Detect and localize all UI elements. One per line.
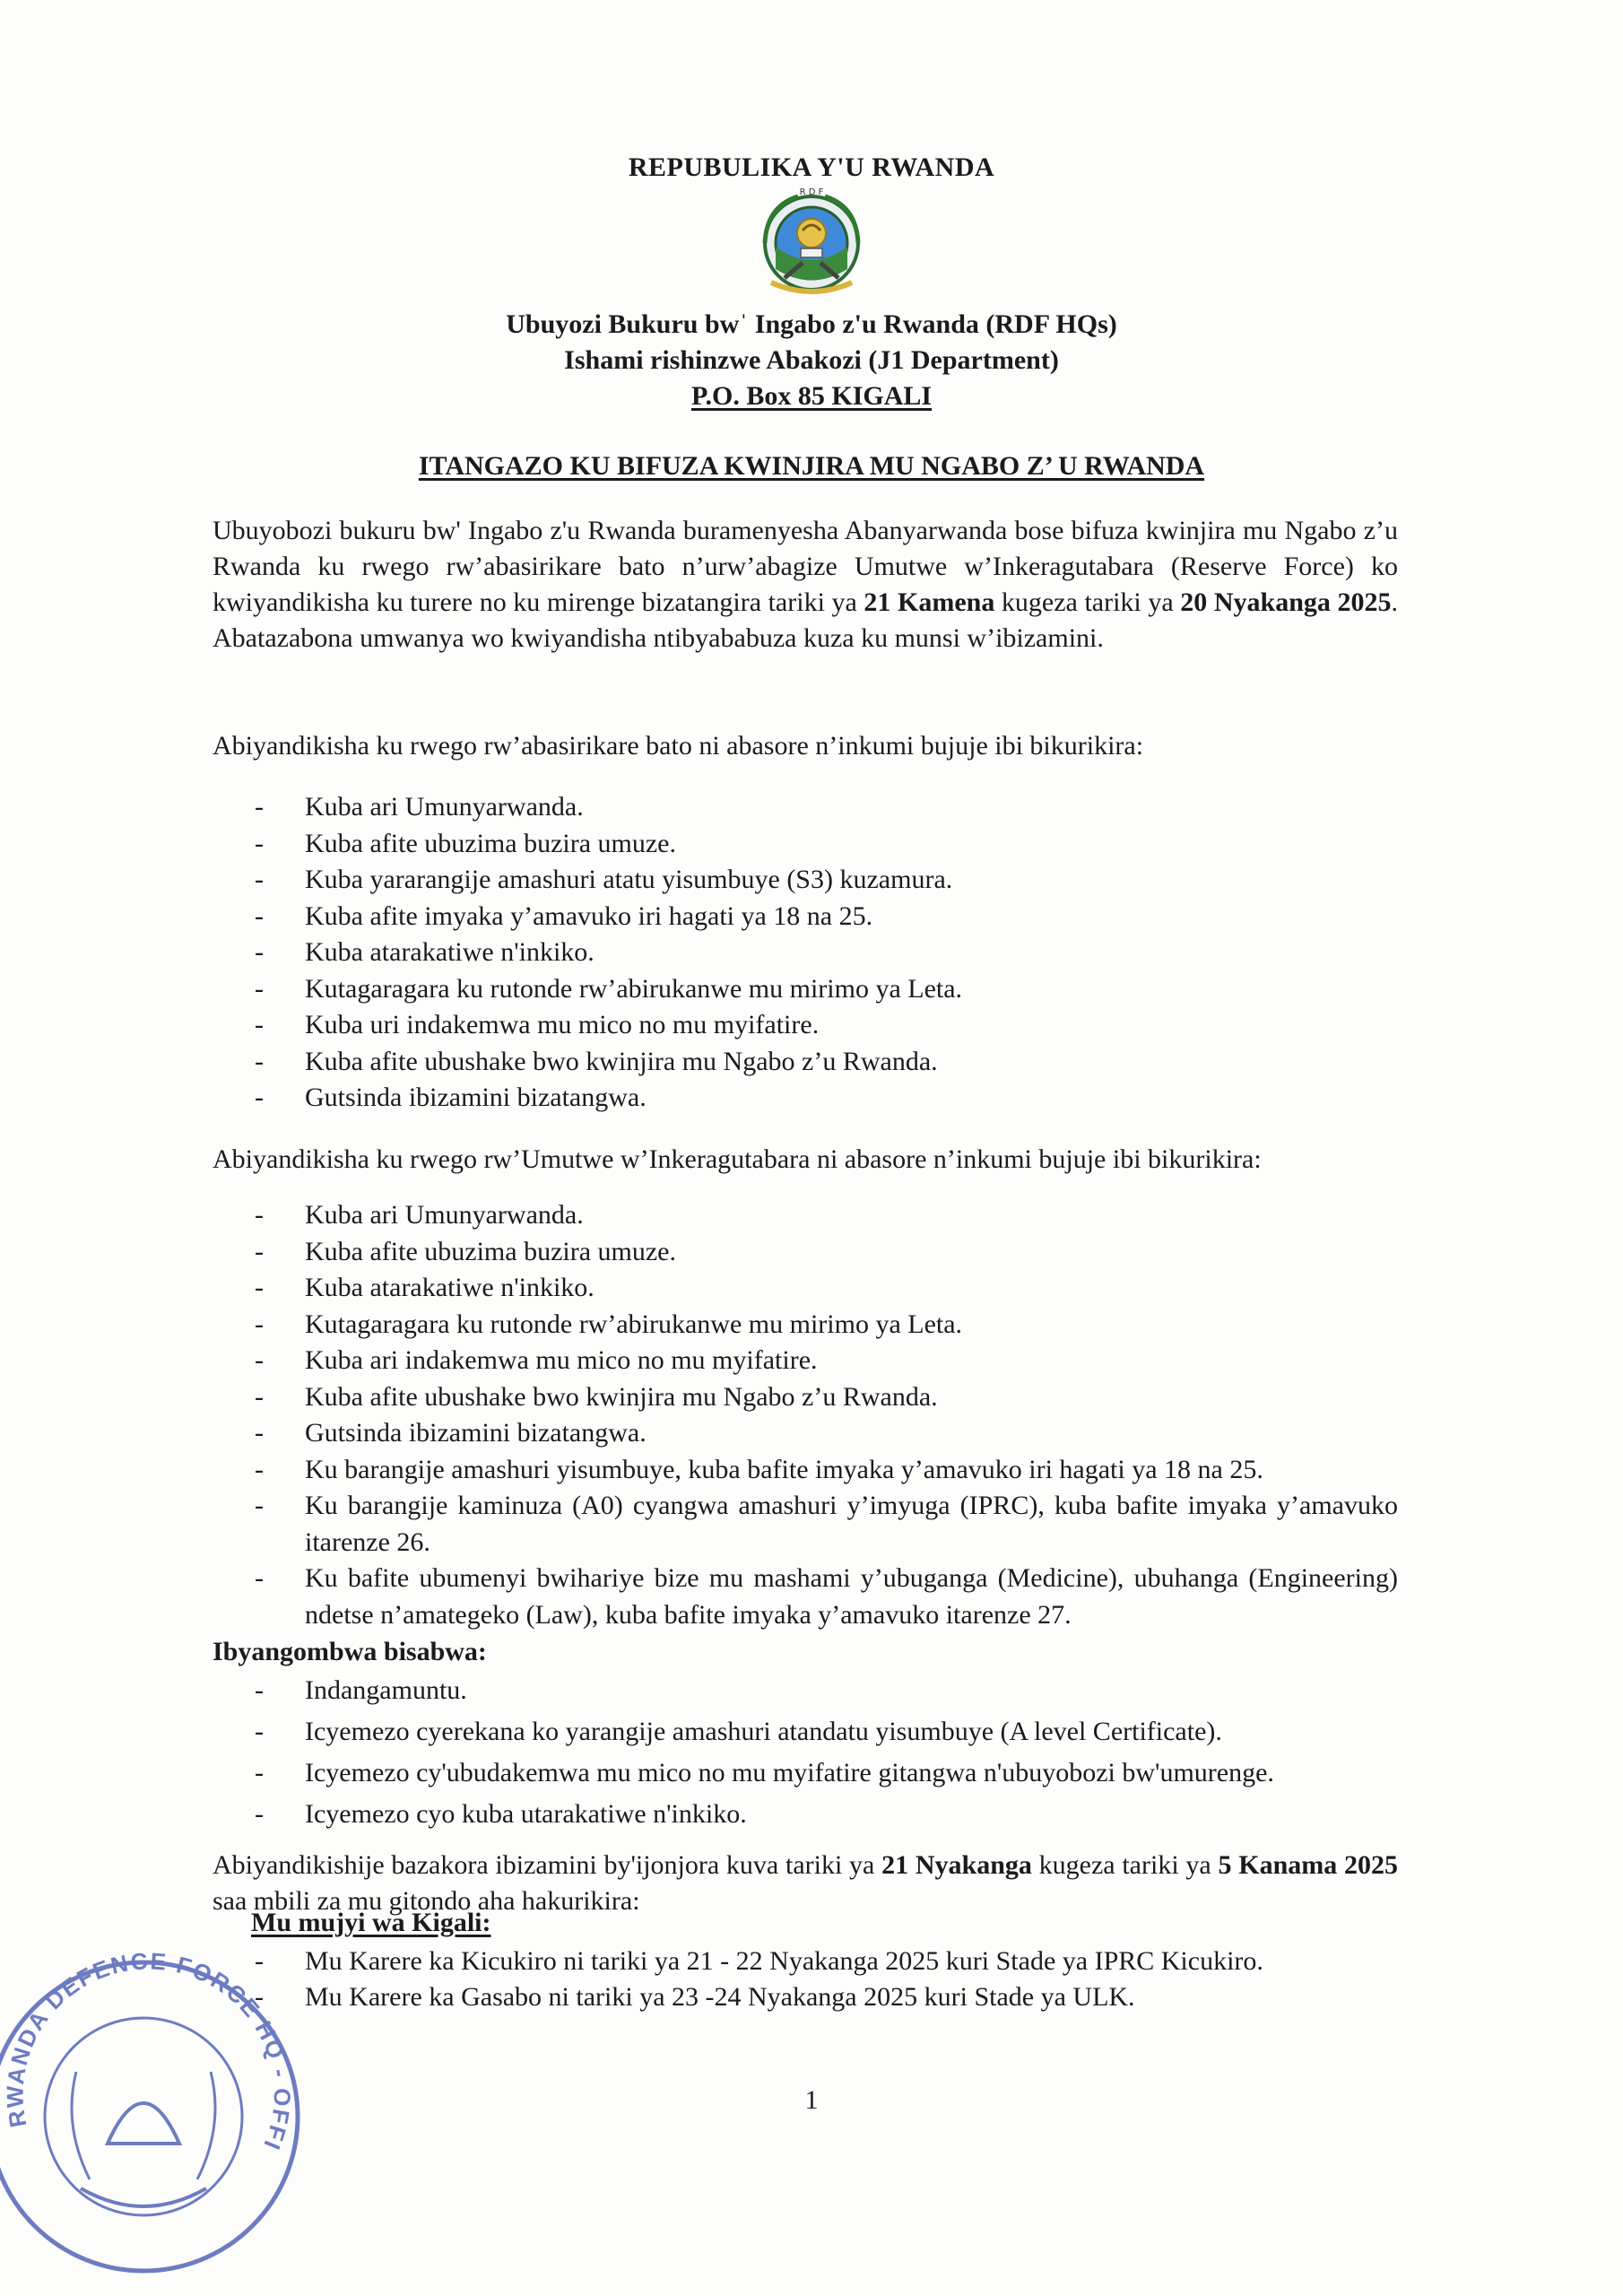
soldiers-requirements-intro: Abiyandikisha ku rwego rw’abasirikare bato ni abasore n’inkumi bujuje ibi bikurikira: — [213, 731, 1144, 761]
list-item: - Kuba afite ubuzima buzira umuze. — [213, 826, 1398, 863]
list-item: - Ku barangije amashuri yisumbuye, kuba bafite imyaka y’amavuko iri hagati ya 18 na 25. — [213, 1452, 1398, 1489]
exam-start-date: 21 Nyakanga — [881, 1850, 1032, 1880]
list-item: - Gutsinda ibizamini bizatangwa. — [213, 1080, 1398, 1117]
list-item: - Ku bafite ubumenyi bwihariye bize mu mashami y’ubuganga (Medicine), ubuhanga (Engineering) ndetse n’amategeko (Law), kuba bafite imyaka y’amavuko itarenze 27. — [213, 1561, 1398, 1633]
organization-line-2: Ishami rishinzwe Abakozi (J1 Department) — [564, 345, 1059, 375]
list-item: - Indangamuntu. — [213, 1670, 1398, 1711]
list-item: - Ku barangije kaminuza (A0) cyangwa amashuri y’imyuga (IPRC), kuba bafite imyaka y’amavuko itarenze 26. — [213, 1488, 1398, 1561]
list-item: - Kuba afite ubuzima buzira umuze. — [213, 1234, 1398, 1271]
reserve-requirements-list — [213, 1197, 1398, 1633]
soldiers-requirements-list — [213, 789, 1398, 1117]
list-item: - Gutsinda ibizamini bizatangwa. — [213, 1415, 1398, 1452]
rwanda-coat-of-arms-icon — [749, 184, 874, 305]
document-title: ITANGAZO KU BIFUZA KWINJIRA MU NGABO Z’ U RWANDA — [418, 451, 1205, 481]
official-stamp-icon — [0, 1919, 314, 2296]
svg-text:R D F: R D F — [799, 187, 824, 197]
kigali-exam-locations-list — [213, 1944, 1398, 2015]
reserve-requirements-intro: Abiyandikisha ku rwego rw’Umutwe w’Inkeragutabara ni abasore n’inkumi bujuje ibi bikurikira: — [213, 1144, 1262, 1174]
list-item: - Kuba ari Umunyarwanda. — [213, 1197, 1398, 1234]
list-item: - Kuba afite ubushake bwo kwinjira mu Ngabo z’u Rwanda. — [213, 1379, 1398, 1416]
organization-line-1: Ubuyozi Bukuru bwˈ Ingabo z'u Rwanda (RDF HQs) — [506, 309, 1117, 339]
list-item: - Kuba ari indakemwa mu mico no mu myifatire. — [213, 1343, 1398, 1379]
country-heading: REPUBULIKA Y'U RWANDA — [628, 152, 995, 182]
list-item: - Kuba afite ubushake bwo kwinjira mu Ngabo z’u Rwanda. — [213, 1044, 1398, 1081]
exams-paragraph: Abiyandikishije bazakora ibizamini by'ijonjora kuva tariki ya 21 Nyakanga kugeza tariki ya 5 Kanama 2025 saa mbili za mu gitondo aha hakurikira: — [213, 1850, 1398, 1916]
required-documents-list — [213, 1670, 1398, 1835]
postal-address: P.O. Box 85 KIGALI — [690, 381, 933, 411]
documents-heading: Ibyangombwa bisabwa: — [213, 1637, 487, 1666]
list-item: - Kuba ari Umunyarwanda. — [213, 789, 1398, 826]
registration-start-date: 21 Kamena — [864, 587, 995, 617]
list-item: - Kuba atarakatiwe n'inkiko. — [213, 935, 1398, 971]
list-item: - Icyemezo cyerekana ko yarangije amashuri atandatu yisumbuye (A level Certificate). — [213, 1711, 1398, 1752]
list-item: - Mu Karere ka Kicukiro ni tariki ya 21 - 22 Nyakanga 2025 kuri Stade ya IPRC Kicukiro. — [213, 1944, 1398, 1979]
list-item: - Kuba uri indakemwa mu mico no mu myifatire. — [213, 1007, 1398, 1044]
list-item: - Kutagaragara ku rutonde rw’abirukanwe mu mirimo ya Leta. — [213, 971, 1398, 1008]
list-item: - Kuba afite imyaka y’amavuko iri hagati ya 18 na 25. — [213, 899, 1398, 935]
list-item: - Kutagaragara ku rutonde rw’abirukanwe mu mirimo ya Leta. — [213, 1307, 1398, 1344]
list-item: - Kuba atarakatiwe n'inkiko. — [213, 1270, 1398, 1307]
page-number: 1 — [804, 2085, 819, 2115]
list-item: - Kuba yararangije amashuri atatu yisumbuye (S3) kuzamura. — [213, 862, 1398, 899]
kigali-heading: Mu mujyi wa Kigali: — [251, 1908, 491, 1937]
list-item: - Icyemezo cyo kuba utarakatiwe n'inkiko. — [213, 1794, 1398, 1835]
registration-end-date: 20 Nyakanga 2025 — [1180, 587, 1392, 617]
exam-end-date: 5 Kanama 2025 — [1218, 1850, 1398, 1880]
intro-paragraph: Ubuyobozi bukuru bw' Ingabo z'u Rwanda buramenyesha Abanyarwanda bose bifuza kwinjira mu Ngabo z’u Rwanda ku rwego rw’abasirikare bato n’urw’abagize Umutwe w’Inkeragutabara (Reserve Force) ko kwiyandikisha ku turere no ku mirenge bizatangira tariki ya 21 Kamena kugeza tariki ya 20 Nyakanga 2025. Abatazabona umwanya wo kwiyandisha ntibyababuza kuza ku munsi w’ibizamini. — [213, 516, 1398, 653]
list-item: - Mu Karere ka Gasabo ni tariki ya 23 -24 Nyakanga 2025 kuri Stade ya ULK. — [213, 1979, 1398, 2015]
stamp-text: RWANDA DEFENCE FORCE HQ - OFFI — [1, 1947, 296, 2155]
list-item: - Icyemezo cy'ubudakemwa mu mico no mu myifatire gitangwa n'ubuyobozi bw'umurenge. — [213, 1752, 1398, 1794]
